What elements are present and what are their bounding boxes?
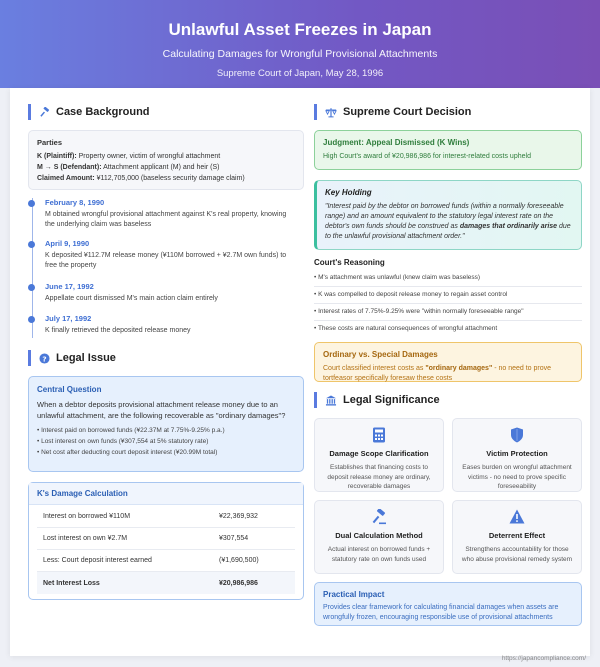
central-question-heading: Central Question bbox=[37, 385, 102, 394]
judgment-heading: Judgment: Appeal Dismissed (K Wins) bbox=[323, 138, 470, 147]
significance-card-text: Strengthens accountability for those who abuse provisional remedy system bbox=[461, 546, 573, 563]
practical-impact-box bbox=[314, 582, 582, 626]
timeline-dot bbox=[28, 241, 35, 248]
content-card bbox=[10, 88, 590, 656]
ordinary-damages-text: Court classified interest costs as "ordinary damages" - no need to prove tortfeasor specifically foresaw these costs bbox=[323, 365, 552, 382]
party-row: Claimed Amount: ¥112,705,000 (baseless security damage claim) bbox=[37, 175, 245, 182]
judgment-text: High Court's award of ¥20,986,986 for interest-related costs upheld bbox=[323, 153, 531, 160]
significance-card bbox=[452, 418, 582, 492]
significance-card-title: Victim Protection bbox=[486, 449, 548, 458]
reasoning-item: • M's attachment was unlawful (knew claim was baseless) bbox=[314, 274, 481, 281]
significance-card bbox=[314, 418, 444, 492]
decision-heading: Supreme Court Decision bbox=[314, 104, 574, 120]
key-holding-heading: Key Holding bbox=[325, 188, 372, 197]
legal-issue-heading: ? Legal Issue bbox=[28, 350, 288, 366]
warning-icon bbox=[509, 509, 525, 524]
ordinary-damages-heading: Ordinary vs. Special Damages bbox=[323, 350, 438, 359]
party-row: M → S (Defendant): Attachment applicant (M) and heir (S) bbox=[37, 164, 220, 171]
footer-url: https://japancompliance.com/ bbox=[501, 655, 586, 662]
table-row-total: Net Interest Loss ¥20,986,986 bbox=[37, 572, 295, 594]
gavel-icon bbox=[39, 107, 50, 118]
timeline: February 8, 1990 M obtained wrongful provisional attachment against K's real property, knowing the underlying claim was baseless April 9, 1990 K deposited ¥112.7M release money (¥110M borrowed + ¥2.7M own funds) to free the property June 17, 1992 Appellate court dismissed M's main action claim entirely July 17, 1992 K finally retrieved the deposited release money bbox=[32, 198, 302, 338]
reasoning-item: • K was compelled to deposit release money to regain asset control bbox=[314, 291, 508, 298]
timeline-dot bbox=[28, 284, 35, 291]
timeline-dot bbox=[28, 200, 35, 207]
calculator-icon bbox=[372, 427, 386, 443]
svg-text:?: ? bbox=[42, 353, 47, 363]
significance-card-title: Damage Scope Clarification bbox=[329, 449, 429, 458]
central-question-box bbox=[28, 376, 304, 472]
table-row: Interest on borrowed ¥110M ¥22,369,932 bbox=[37, 506, 295, 528]
case-background-heading: Case Background bbox=[28, 104, 288, 120]
page-subtitle: Calculating Damages for Wrongful Provisional Attachments bbox=[162, 48, 438, 60]
significance-card-text: Eases burden on wrongful attachment victims - no need to prove specific foreseeability bbox=[462, 464, 572, 490]
significance-card bbox=[314, 500, 444, 574]
institution-icon bbox=[325, 395, 337, 406]
significance-card-text: Establishes that financing costs to deposit release money are ordinary, recoverable damages bbox=[327, 464, 431, 490]
scale-icon bbox=[325, 107, 337, 118]
court-date: Supreme Court of Japan, May 28, 1996 bbox=[216, 68, 384, 79]
damage-calculation-heading: K's Damage Calculation bbox=[29, 483, 303, 505]
reasoning-heading: Court's Reasoning bbox=[314, 258, 385, 267]
reasoning-item: • These costs are natural consequences of wrongful attachment bbox=[314, 325, 498, 332]
key-holding-text: "Interest paid by the debtor on borrowed funds (within a normally foreseeable range) and an amount equivalent to the statutory legal interest rate on the debtor's own funds should be construed as damages that ordinarily arise due to the unlawful provisional attachment order." bbox=[325, 203, 571, 240]
table-row: Lost interest on own ¥2.7M ¥307,554 bbox=[37, 528, 295, 550]
question-point: • Interest paid on borrowed funds (¥22.37M at 7.75%-9.25% p.a.) bbox=[37, 427, 225, 434]
question-icon bbox=[39, 353, 50, 364]
gavel-icon bbox=[371, 509, 387, 525]
divider bbox=[314, 303, 582, 304]
question-point: • Net cost after deducting court deposit interest (¥20.99M total) bbox=[37, 449, 218, 456]
central-question-text: When a debtor deposits provisional attachment release money due to an unlawful attachment, are the following recoverable as "ordinary damages"? bbox=[37, 400, 286, 420]
divider bbox=[314, 286, 582, 287]
ordinary-damages-box bbox=[314, 342, 582, 382]
parties-heading: Parties bbox=[37, 138, 63, 147]
damage-calculation-box bbox=[28, 482, 304, 600]
judgment-box bbox=[314, 130, 582, 170]
significance-card-text: Actual interest on borrowed funds + statutory rate on own funds used bbox=[327, 546, 431, 563]
significance-card bbox=[452, 500, 582, 574]
table-row: Less: Court deposit interest earned (¥1,690,500) bbox=[37, 550, 295, 572]
page-title: Unlawful Asset Freezes in Japan bbox=[168, 20, 432, 39]
timeline-dot bbox=[28, 316, 35, 323]
parties-box bbox=[28, 130, 304, 190]
party-row: K (Plaintiff): Property owner, victim of wrongful attachment bbox=[37, 153, 221, 160]
significance-card-title: Dual Calculation Method bbox=[335, 531, 423, 540]
key-holding-box bbox=[314, 180, 582, 250]
question-point: • Lost interest on own funds (¥307,554 at 5% statutory rate) bbox=[37, 438, 209, 445]
reasoning-item: • Interest rates of 7.75%-9.25% were "within normally foreseeable range" bbox=[314, 308, 524, 315]
shield-icon bbox=[510, 427, 524, 443]
question-points bbox=[37, 425, 295, 458]
significance-card-title: Deterrent Effect bbox=[488, 531, 546, 540]
divider bbox=[314, 320, 582, 321]
practical-impact-text: Provides clear framework for calculating financial damages when assets are wrongfully frozen, encouraging responsible use of provisional attachments bbox=[323, 604, 559, 621]
page-header bbox=[0, 0, 600, 88]
significance-heading: Legal Significance bbox=[314, 392, 574, 408]
practical-impact-heading: Practical Impact bbox=[323, 590, 385, 599]
